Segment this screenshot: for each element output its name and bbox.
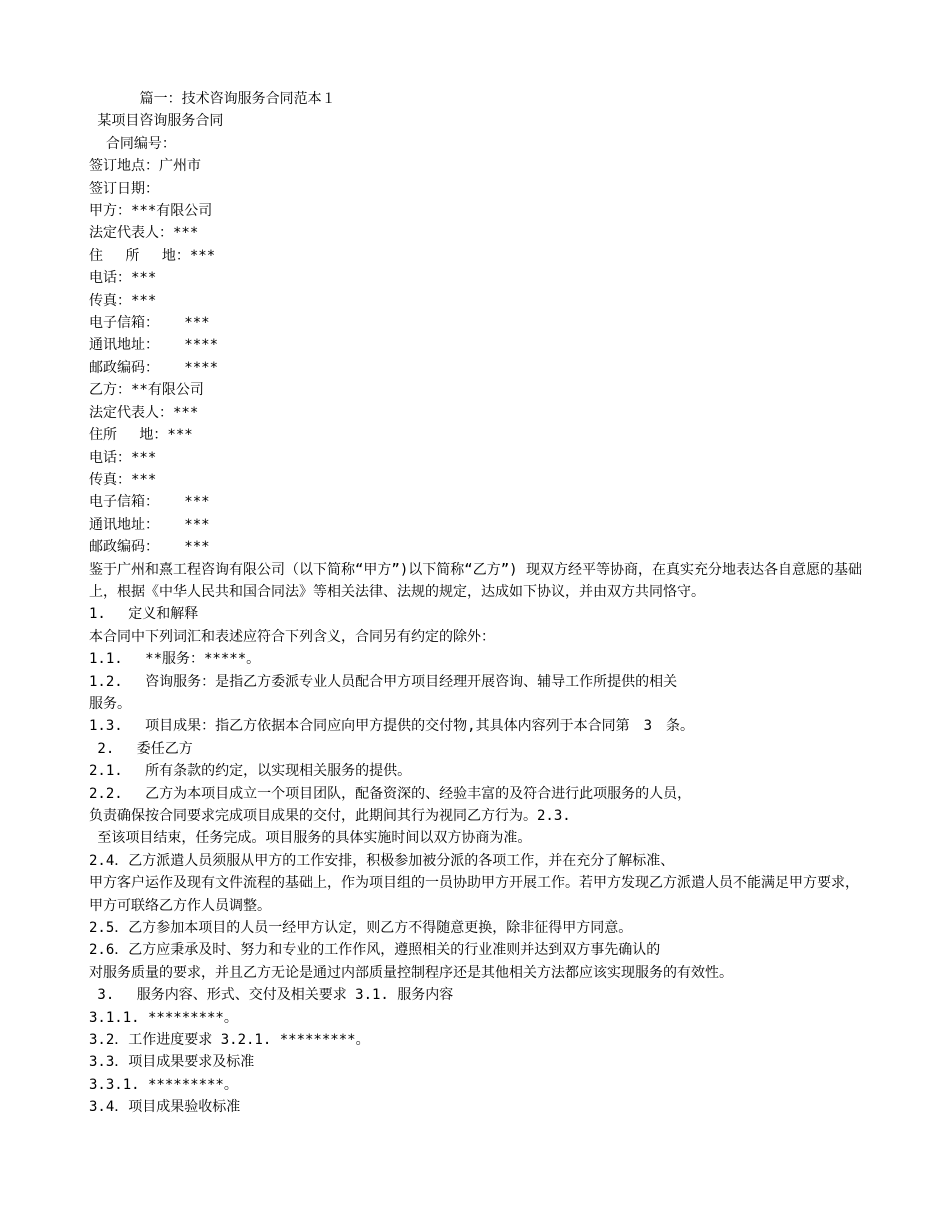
contract-title: 某项目咨询服务合同 <box>89 113 224 130</box>
clause-3-2: 3.2．工作进度要求 3.2.1. *********。 <box>89 1032 370 1049</box>
section-1-title: 1. 定义和解释 <box>89 606 199 623</box>
clause-2-5: 2.5．乙方参加本项目的人员一经甲方认定，则乙方不得随意更换，除非征得甲方同意。 <box>89 920 633 937</box>
signing-date: 签订日期： <box>89 180 159 197</box>
party-a-address: 住 所 地：*** <box>89 247 216 264</box>
clause-1-3: 1.3. 项目成果：指乙方依据本合同应向甲方提供的交付物,其具体内容列于本合同第 3 条。 <box>89 718 694 735</box>
section-3-title: 3. 服务内容、形式、交付及相关要求 3.1. 服务内容 <box>89 987 454 1004</box>
party-a-name: 甲方：***有限公司 <box>89 203 213 220</box>
party-b-phone: 电话：*** <box>89 449 157 466</box>
contract-document <box>89 88 869 1119</box>
party-b-fax: 传真：*** <box>89 471 157 488</box>
clause-2-1: 2.1. 所有条款的约定，以实现相关服务的提供。 <box>89 763 412 780</box>
party-a-phone: 电话：*** <box>89 270 157 287</box>
party-b-representative: 法定代表人：*** <box>89 404 199 421</box>
party-a-postcode: 邮政编码： **** <box>89 359 219 376</box>
clause-3-1-1: 3.1.1. *********。 <box>89 1009 238 1026</box>
party-a-mail-address: 通讯地址： **** <box>89 337 219 354</box>
clause-2-2: 2.2. 乙方为本项目成立一个项目团队，配备资深的、经验丰富的及符合进行此项服务的人员， <box>89 785 692 802</box>
party-b-address: 住所 地：*** <box>89 427 193 444</box>
party-b-postcode: 邮政编码： *** <box>89 539 210 556</box>
clause-3-3-1: 3.3.1. *********。 <box>89 1076 238 1093</box>
clause-2-4: 2.4．乙方派遣人员须服从甲方的工作安排，积极参加被分派的各项工作，并在充分了解标准、 <box>89 852 675 869</box>
clause-3-3: 3.3．项目成果要求及标准 <box>89 1054 255 1071</box>
clause-2-6: 2.6．乙方应秉承及时、努力和专业的工作作风，遵照相关的行业准则并达到双方事先确认的 <box>89 942 661 959</box>
section-1-intro: 本合同中下列词汇和表述应符合下列含义，合同另有约定的除外： <box>89 628 495 645</box>
party-b-email: 电子信箱： *** <box>89 494 210 511</box>
party-a-fax: 传真：*** <box>89 292 157 309</box>
party-b-name: 乙方：**有限公司 <box>89 382 204 399</box>
signing-place: 签订地点：广州市 <box>89 158 201 175</box>
contract-number: 合同编号： <box>89 135 176 152</box>
party-a-email: 电子信箱： *** <box>89 315 210 332</box>
preamble-paragraph: 鉴于广州和熹工程咨询有限公司（以下简称“甲方”)以下简称“乙方”) 现双方经平等协商，在真实充分地表达各自意愿的基础上，根据《中华人民共和国合同法》等相关法律、法规的规定，达成如下协议，并由双方共同恪守。 <box>89 561 862 600</box>
party-b-mail-address: 通讯地址： *** <box>89 516 210 533</box>
party-a-representative: 法定代表人：*** <box>89 225 199 242</box>
clause-1-2: 1.2. 咨询服务：是指乙方委派专业人员配合甲方项目经理开展咨询、辅导工作所提供的相关 <box>89 673 678 690</box>
clause-1-1: 1.1. **服务：*****。 <box>89 651 261 668</box>
clause-1-2-cont: 服务。 <box>89 695 131 712</box>
clause-2-2-cont: 负责确保按合同要求完成项目成果的交付，此期间其行为视同乙方行为。2.3. <box>89 808 571 824</box>
clause-2-3: 至该项目结束，任务完成。项目服务的具体实施时间以双方协商为准。 <box>89 830 532 847</box>
clause-3-4: 3.4．项目成果验收标准 <box>89 1099 241 1116</box>
section-2-title: 2. 委任乙方 <box>89 740 193 757</box>
heading-line: 篇一：技术咨询服务合同范本１ <box>89 91 336 107</box>
clause-2-6-cont: 对服务质量的要求，并且乙方无论是通过内部质量控制程序还是其他相关方法都应该实现服务的有效性。 <box>89 964 733 981</box>
clause-2-4-cont: 甲方客户运作及现有文件流程的基础上，作为项目组的一员协助甲方开展工作。若甲方发现乙方派遣人员不能满足甲方要求，甲方可联络乙方作人员调整。 <box>89 875 859 914</box>
